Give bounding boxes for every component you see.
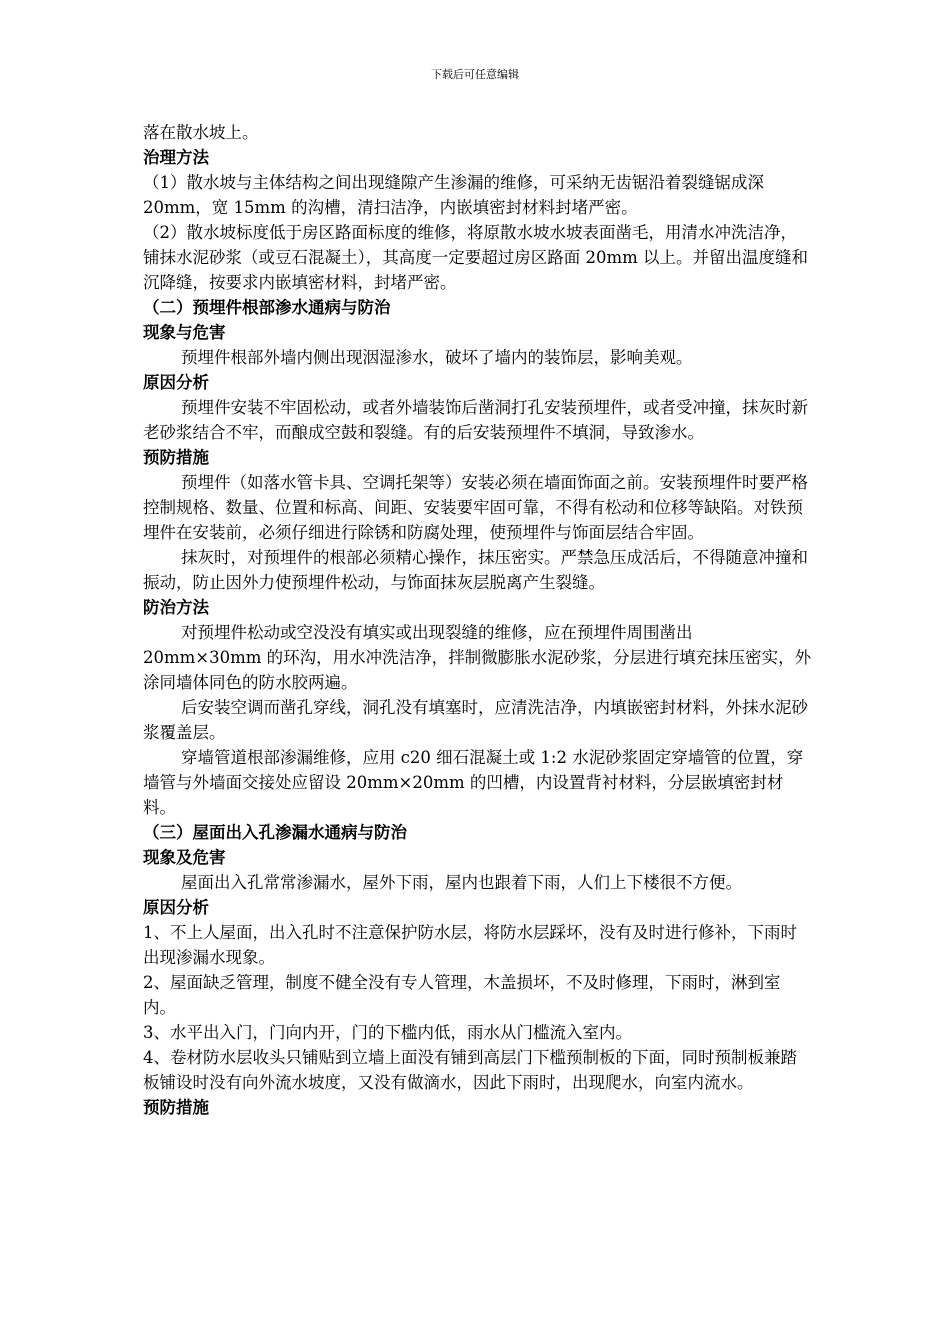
paragraph: 对预埋件松动或空没没有填实或出现裂缝的维修，应在预埋件周围凿出 20mm×30mm 的环沟，用水冲洗洁净，拌制微膨胀水泥砂浆，分层进行填充抹压密实，外涂同墙体同色的防水胶两遍。 <box>143 623 812 692</box>
paragraph: 预埋件（如落水管卡具、空调托架等）安装必须在墙面饰面之前。安装预埋件时要严格控制规格、数量、位置和标高、间距、安装要牢固可靠，不得有松动和位移等缺陷。对铁预埋件在安装前，必须仔细进行除锈和防腐处理，使预埋件与饰面层结合牢固。 <box>143 473 808 542</box>
paragraph: 落在散水坡上。 <box>143 123 259 142</box>
list-item: 4、卷材防水层收头只铺贴到立墙上面没有铺到高层门下槛预制板的下面，同时预制板兼踏板铺设时没有向外流水坡度，又没有做滴水，因此下雨时，出现爬水，向室内流水。 <box>143 1048 797 1092</box>
paragraph: 预埋件安装不牢固松动，或者外墙装饰后凿洞打孔安装预埋件，或者受冲撞，抹灰时新老砂浆结合不牢，而酿成空鼓和裂缝。有的后安装预埋件不填洞，导致渗水。 <box>143 398 808 442</box>
paragraph: （1）散水坡与主体结构之间出现缝隙产生渗漏的维修，可采纳无齿锯沿着裂缝锯成深 20mm，宽 15mm 的沟槽，清扫洁净，内嵌填密封材料封堵严密。 <box>143 173 764 217</box>
section-heading: 现象与危害 <box>143 323 226 342</box>
list-item: 3、水平出入门，门向内开，门的下槛内低，雨水从门槛流入室内。 <box>143 1023 632 1042</box>
section-heading: 现象及危害 <box>143 848 226 867</box>
list-item: 1、不上人屋面，出入孔时不注意保护防水层，将防水层踩坏，没有及时进行修补，下雨时出现渗漏水现象。 <box>143 923 797 967</box>
page-header: 下载后可任意编辑 <box>431 68 519 81</box>
paragraph: （2）散水坡标度低于房区路面标度的维修，将原散水坡水坡表面凿毛，用清水冲洗洁净，铺抹水泥砂浆（或豆石混凝土），其高度一定要超过房区路面 20mm 以上。并留出温度缝和沉降缝，按要求内嵌填密材料，封堵严密。 <box>143 223 809 292</box>
paragraph: 抹灰时，对预埋件的根部必须精心操作，抹压密实。严禁急压成活后，不得随意冲撞和振动，防止因外力使预埋件松动，与饰面抹灰层脱离产生裂缝。 <box>143 548 808 592</box>
section-heading: 防治方法 <box>143 598 209 617</box>
section-heading: 治理方法 <box>143 148 209 167</box>
section-heading: 预防措施 <box>143 448 209 467</box>
section-heading: 原因分析 <box>143 373 209 392</box>
paragraph: 预埋件根部外墙内侧出现洇湿渗水，破坏了墙内的装饰层，影响美观。 <box>180 348 693 367</box>
paragraph: 穿墙管道根部渗漏维修，应用 c20 细石混凝土或 1:2 水泥砂浆固定穿墙管的位置，穿墙管与外墙面交接处应留设 20mm×20mm 的凹槽，内设置背衬材料，分层嵌填密封材料。 <box>143 748 804 817</box>
chapter-heading: （三）屋面出入孔渗漏水通病与防治 <box>143 823 407 842</box>
paragraph: 屋面出入孔常常渗漏水，屋外下雨，屋内也跟着下雨，人们上下楼很不方便。 <box>180 873 742 892</box>
paragraph: 后安装空调而凿孔穿线，洞孔没有填塞时，应清洗洁净，内填嵌密封材料，外抹水泥砂浆覆盖层。 <box>143 698 808 742</box>
section-heading: 原因分析 <box>143 898 209 917</box>
list-item: 2、屋面缺乏管理，制度不健全没有专人管理，木盖损坏，不及时修理，下雨时，淋到室内。 <box>143 973 781 1017</box>
document-body <box>143 120 813 1120</box>
chapter-heading: （二）预埋件根部渗水通病与防治 <box>143 298 391 317</box>
section-heading: 预防措施 <box>143 1098 209 1117</box>
